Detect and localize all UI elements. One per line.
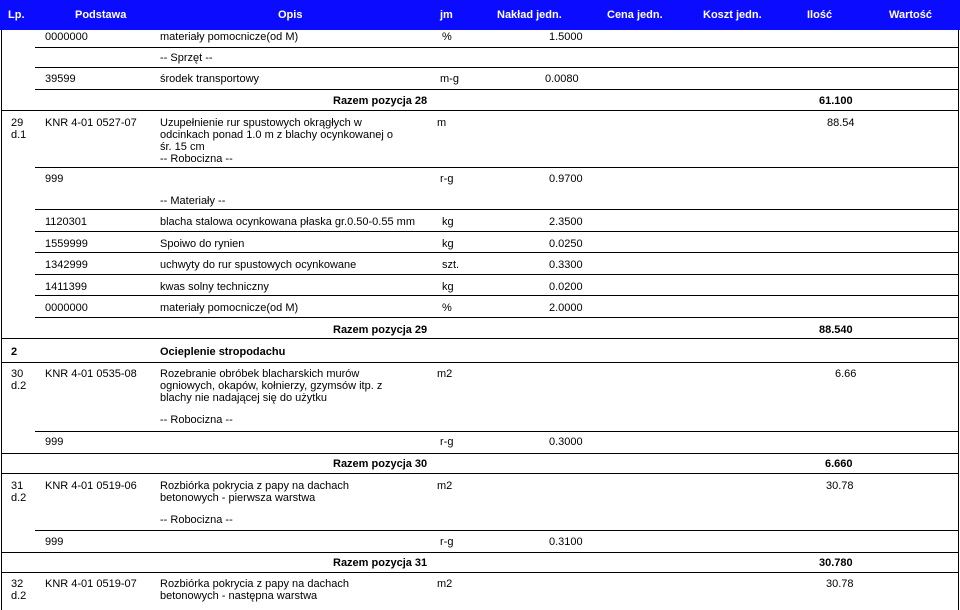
position-qty: 6.66 bbox=[835, 368, 857, 380]
resource-norm: 2.3500 bbox=[549, 216, 583, 228]
position-total-value: 61.100 bbox=[819, 95, 853, 107]
resource-code: 39599 bbox=[45, 73, 76, 85]
position-number: 32 bbox=[11, 578, 24, 590]
row-line bbox=[1, 473, 958, 474]
resource-code: 0000000 bbox=[45, 31, 88, 43]
resource-unit: kg bbox=[442, 238, 454, 250]
resource-norm: 1.5000 bbox=[549, 31, 583, 43]
resource-desc: materiały pomocnicze(od M) bbox=[160, 302, 299, 314]
group-label-sprzet: -- Sprzęt -- bbox=[160, 52, 213, 64]
right-border bbox=[958, 30, 959, 610]
position-unit: m bbox=[437, 117, 447, 129]
position-desc: Rozbiórka pokrycia z papy na dachach betonowych - następna warstwa bbox=[160, 578, 349, 602]
resource-unit: m-g bbox=[440, 73, 459, 85]
resource-code: 999 bbox=[45, 536, 64, 548]
row-line bbox=[1, 552, 958, 553]
group-label-robocizna: -- Robocizna -- bbox=[160, 153, 233, 165]
row-line bbox=[35, 274, 958, 275]
group-label-materialy: -- Materiały -- bbox=[160, 195, 226, 207]
position-total-label: Razem pozycja 31 bbox=[333, 557, 428, 569]
group-label-robocizna: -- Robocizna -- bbox=[160, 514, 233, 526]
resource-unit: szt. bbox=[442, 259, 460, 271]
position-base: KNR 4-01 0519-07 bbox=[45, 578, 137, 590]
resource-code: 0000000 bbox=[45, 302, 88, 314]
col-ilosc: Ilość bbox=[807, 9, 833, 21]
resource-desc: kwas solny techniczny bbox=[160, 281, 269, 293]
row-line bbox=[35, 167, 958, 168]
resource-norm: 0.3300 bbox=[549, 259, 583, 271]
col-wartosc: Wartość bbox=[889, 9, 932, 21]
position-qty: 30.78 bbox=[826, 578, 854, 590]
resource-norm: 0.0250 bbox=[549, 238, 583, 250]
resource-code: 999 bbox=[45, 436, 64, 448]
col-opis: Opis bbox=[278, 9, 303, 21]
resource-unit: kg bbox=[442, 216, 454, 228]
resource-code: 1342999 bbox=[45, 259, 88, 271]
position-dept: d.2 bbox=[11, 380, 27, 392]
resource-desc: Spoiwo do rynien bbox=[160, 238, 245, 250]
position-total-value: 30.780 bbox=[819, 557, 853, 569]
resource-code: 1559999 bbox=[45, 238, 88, 250]
position-base: KNR 4-01 0535-08 bbox=[45, 368, 137, 380]
resource-unit: % bbox=[442, 31, 452, 43]
position-unit: m2 bbox=[437, 480, 453, 492]
table-header bbox=[0, 0, 960, 30]
row-line bbox=[1, 110, 958, 111]
resource-unit: r-g bbox=[440, 436, 454, 448]
position-desc: Uzupełnienie rur spustowych okrągłych w odcinkach ponad 1.0 m z blachy ocynkowanej o śr. 15 cm bbox=[160, 117, 393, 153]
resource-unit: r-g bbox=[440, 173, 454, 185]
resource-norm: 0.0080 bbox=[545, 73, 579, 85]
row-line bbox=[35, 231, 958, 232]
row-line bbox=[35, 317, 958, 318]
col-cena: Cena jedn. bbox=[607, 9, 663, 21]
resource-code: 1120301 bbox=[45, 216, 88, 228]
position-total-label: Razem pozycja 29 bbox=[333, 324, 428, 336]
row-line bbox=[1, 453, 958, 454]
resource-unit: % bbox=[442, 302, 452, 314]
section-title: Ocieplenie stropodachu bbox=[160, 346, 286, 358]
resource-desc: blacha stalowa ocynkowana płaska gr.0.50-0.55 mm bbox=[160, 216, 415, 228]
row-line bbox=[35, 252, 958, 253]
resource-code: 1411399 bbox=[45, 281, 88, 293]
row-line bbox=[35, 89, 958, 90]
position-unit: m2 bbox=[437, 368, 453, 380]
position-total-label: Razem pozycja 30 bbox=[333, 458, 428, 470]
resource-norm: 0.3100 bbox=[549, 536, 583, 548]
position-unit: m2 bbox=[437, 578, 453, 590]
resource-unit: r-g bbox=[440, 536, 454, 548]
row-line bbox=[35, 295, 958, 296]
col-jm: jm bbox=[440, 9, 453, 21]
resource-norm: 0.0200 bbox=[549, 281, 583, 293]
left-border bbox=[1, 30, 2, 610]
position-total-value: 6.660 bbox=[825, 458, 853, 470]
row-line bbox=[35, 530, 958, 531]
resource-norm: 2.0000 bbox=[549, 302, 583, 314]
resource-norm: 0.9700 bbox=[549, 173, 583, 185]
col-naklad: Nakład jedn. bbox=[497, 9, 562, 21]
resource-desc: środek transportowy bbox=[160, 73, 260, 85]
col-koszt: Koszt jedn. bbox=[703, 9, 762, 21]
position-number: 31 bbox=[11, 480, 24, 492]
position-total-value: 88.540 bbox=[819, 324, 853, 336]
row-line bbox=[35, 67, 958, 68]
position-qty: 88.54 bbox=[827, 117, 855, 129]
position-dept: d.1 bbox=[11, 129, 27, 141]
row-line bbox=[35, 209, 958, 210]
position-number: 29 bbox=[11, 117, 24, 129]
resource-desc: uchwyty do rur spustowych ocynkowane bbox=[160, 259, 357, 271]
col-lp: Lp. bbox=[8, 9, 25, 21]
resource-norm: 0.3000 bbox=[549, 436, 583, 448]
resource-unit: kg bbox=[442, 281, 454, 293]
resource-code: 999 bbox=[45, 173, 64, 185]
section-number: 2 bbox=[11, 346, 18, 358]
row-line bbox=[1, 338, 958, 339]
position-desc: Rozbiórka pokrycia z papy na dachach betonowych - pierwsza warstwa bbox=[160, 480, 349, 504]
row-line bbox=[35, 47, 958, 48]
position-number: 30 bbox=[11, 368, 24, 380]
row-line bbox=[1, 362, 958, 363]
group-label-robocizna: -- Robocizna -- bbox=[160, 414, 233, 426]
position-dept: d.2 bbox=[11, 590, 27, 602]
position-dept: d.2 bbox=[11, 492, 27, 504]
position-total-label: Razem pozycja 28 bbox=[333, 95, 428, 107]
position-base: KNR 4-01 0527-07 bbox=[45, 117, 137, 129]
row-line bbox=[1, 572, 958, 573]
position-desc: Rozebranie obróbek blacharskich murów ogniowych, okapów, kołnierzy, gzymsów itp. z blachy nie nadającej się do użytku bbox=[160, 368, 383, 404]
row-line bbox=[35, 431, 958, 432]
position-base: KNR 4-01 0519-06 bbox=[45, 480, 137, 492]
col-podstawa: Podstawa bbox=[75, 9, 127, 21]
position-qty: 30.78 bbox=[826, 480, 854, 492]
resource-desc: materiały pomocnicze(od M) bbox=[160, 31, 299, 43]
